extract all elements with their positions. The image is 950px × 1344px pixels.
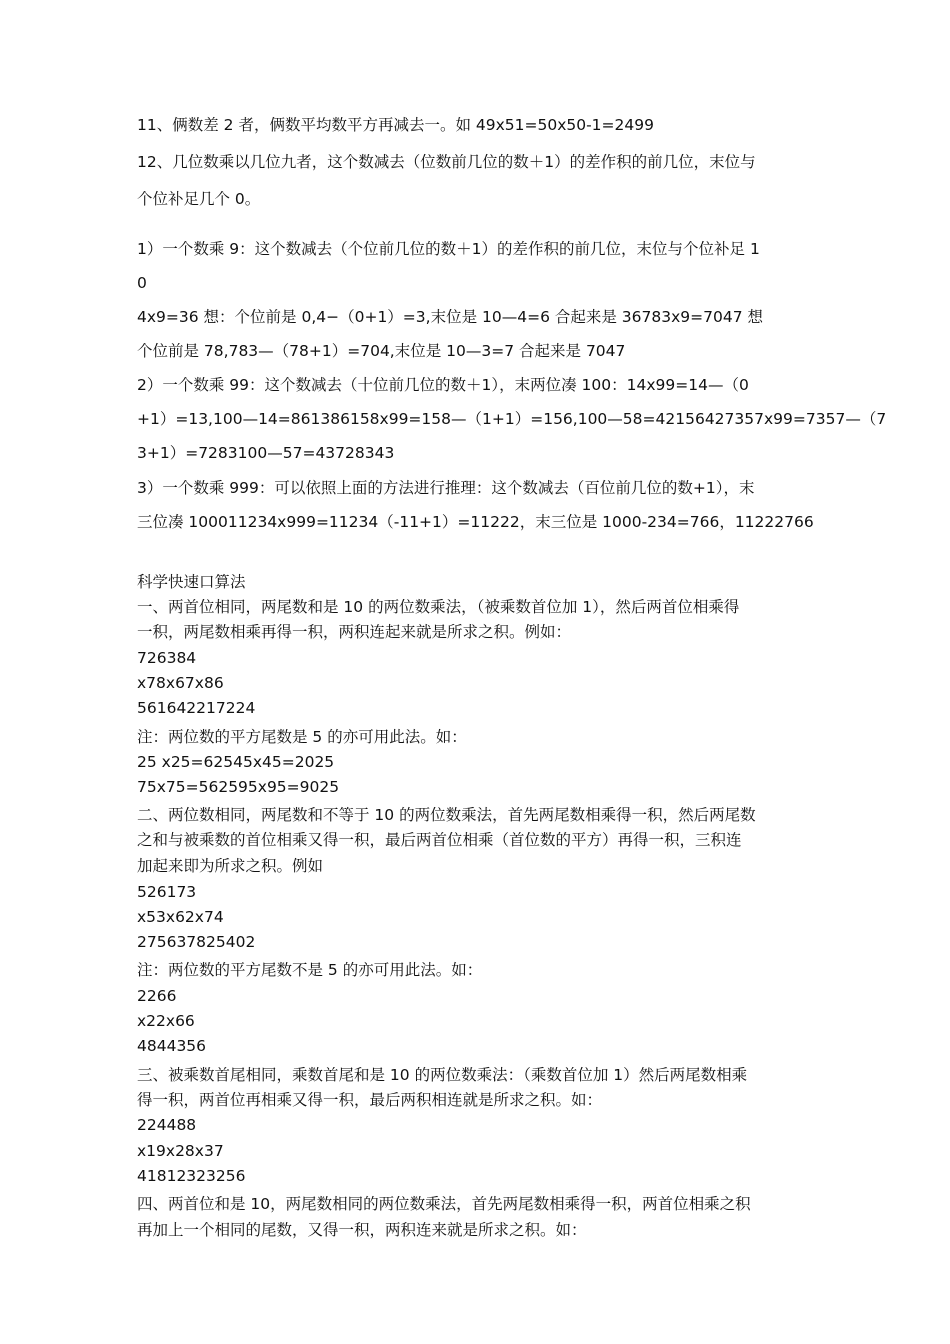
text-line: 12、几位数乘以几位九者，这个数减去（位数前几位的数＋1）的差作积的前几位，末位与 [137,153,756,171]
text-line: 3）一个数乘 999：可以依照上面的方法进行推理：这个数减去（百位前几位的数+1），末 [137,479,755,497]
text-line: 二、两位数相同，两尾数和不等于 10 的两位数乘法，首先两尾数相乘得一积，然后两尾数 [137,806,756,824]
text-line: 注：两位数的平方尾数不是 5 的亦可用此法。如： [137,961,483,979]
text-line: 加起来即为所求之积。例如 [137,857,324,875]
text-line: 726384 [137,649,197,667]
text-line: 11、俩数差 2 者，俩数平均数平方再减去一。如 49x51=50x50-1=2499 [137,116,654,134]
text-line: 275637825402 [137,933,256,951]
text-line: 注：两位数的平方尾数是 5 的亦可用此法。如： [137,728,467,746]
text-line: 2266 [137,987,177,1005]
text-line: 4844356 [137,1037,207,1055]
text-line: 2）一个数乘 99：这个数减去（十位前几位的数＋1），末两位凑 100：14x99=14—（0 [137,376,749,394]
text-line: 0 [137,274,147,292]
text-line: 3+1）=7283100—57=43728343 [137,444,395,462]
text-line: 561642217224 [137,699,256,717]
text-line: 一、两首位相同，两尾数和是 10 的两位数乘法，（被乘数首位加 1），然后两首位相乘得 [137,598,740,616]
text-line: 526173 [137,883,197,901]
text-line: 个位前是 78,783—（78+1）=704,末位是 10—3=7 合起来是 7047 [137,342,626,360]
text-line: x78x67x86 [137,674,224,692]
text-line: 再加上一个相同的尾数，又得一积，两积连来就是所求之积。如： [137,1221,587,1239]
text-line: 1）一个数乘 9：这个数减去（个位前几位的数＋1）的差作积的前几位，末位与个位补足 1 [137,240,760,258]
text-line: x22x66 [137,1012,195,1030]
text-line: x19x28x37 [137,1142,224,1160]
text-line: 41812323256 [137,1167,246,1185]
text-line: 224488 [137,1116,197,1134]
text-line: 得一积，两首位再相乘又得一积，最后两积相连就是所求之积。如： [137,1091,603,1109]
text-line: 个位补足几个 0。 [137,190,261,208]
text-line: 4x9=36 想：个位前是 0,4−（0+1）=3,末位是 10—4=6 合起来是 36783x9=7047 想 [137,308,764,326]
text-line: 25 x25=62545x45=2025 [137,753,335,771]
text-line: 三、被乘数首尾相同，乘数首尾和是 10 的两位数乘法：（乘数首位加 1）然后两尾数相乘 [137,1066,748,1084]
text-line: 四、两首位和是 10，两尾数相同的两位数乘法，首先两尾数相乘得一积，两首位相乘之积 [137,1195,751,1213]
text-line: +1）=13,100—14=861386158x99=158—（1+1）=156,100—58=42156427357x99=7357—（7 [137,410,887,428]
text-line: x53x62x74 [137,908,224,926]
section-title: 科学快速口算法 [137,573,246,591]
text-line: 75x75=562595x95=9025 [137,778,340,796]
text-line: 之和与被乘数的首位相乘又得一积，最后两首位相乘（首位数的平方）再得一积，三积连 [137,831,742,849]
text-line: 一积，两尾数相乘再得一积，两积连起来就是所求之积。例如： [137,623,572,641]
text-line: 三位凑 100011234x999=11234（-11+1）=11222，末三位是 1000-234=766，11222766 [137,513,814,531]
